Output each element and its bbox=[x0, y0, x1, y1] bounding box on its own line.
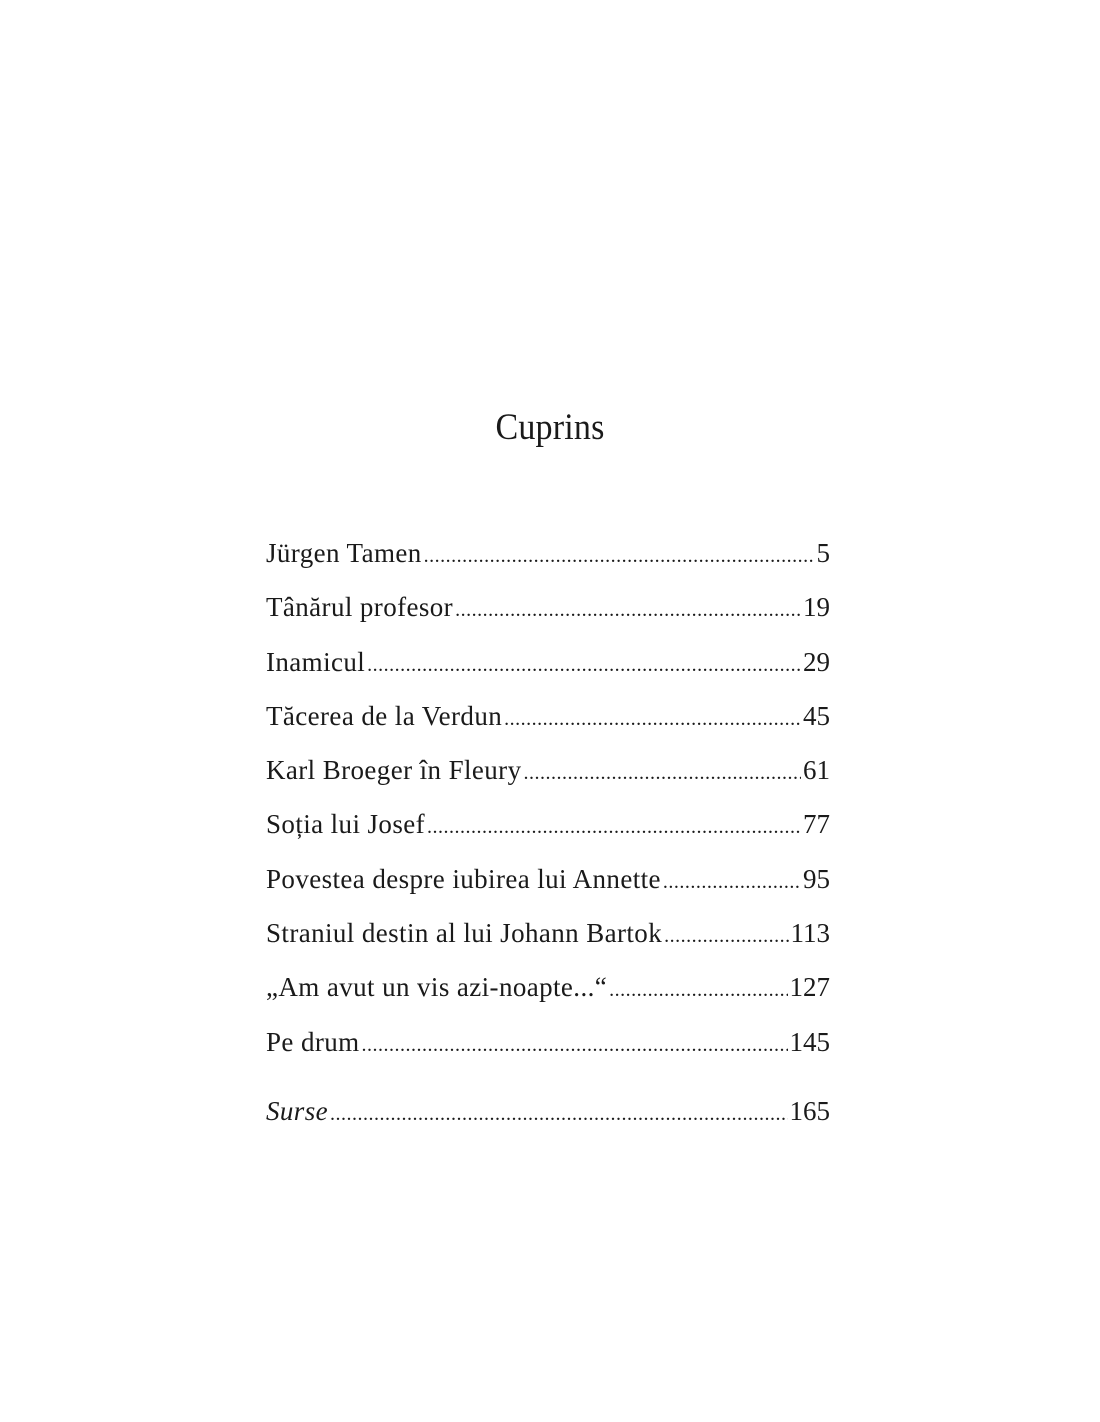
toc-entry bbox=[266, 743, 830, 797]
page-title: Cuprins bbox=[495, 407, 605, 448]
toc-entry-page: 5 bbox=[816, 538, 830, 568]
toc-entry-page: 19 bbox=[803, 592, 830, 623]
toc-entry-page: 165 bbox=[789, 1095, 830, 1126]
toc-entry bbox=[266, 797, 830, 851]
toc-entry-page: 127 bbox=[789, 972, 830, 1003]
toc-entry-title: Karl Broeger în Fleury bbox=[266, 755, 522, 786]
toc-entry-title: Tăcerea de la Verdun bbox=[266, 700, 503, 731]
toc-dot-leader bbox=[504, 692, 801, 746]
toc-dot-leader bbox=[455, 583, 801, 637]
toc-entry-title: Surse bbox=[266, 1095, 328, 1126]
toc-dot-leader bbox=[362, 1018, 788, 1072]
toc-entry-page: 77 bbox=[803, 809, 830, 840]
toc-dot-leader bbox=[424, 529, 815, 583]
toc-entry bbox=[266, 635, 830, 689]
toc-dot-leader bbox=[427, 800, 801, 854]
toc-entry-title: Povestea despre iubirea lui Annette bbox=[266, 863, 661, 894]
toc-entry-page: 61 bbox=[803, 755, 830, 786]
table-of-contents bbox=[266, 526, 830, 1138]
toc-entry bbox=[266, 960, 830, 1014]
toc-entry bbox=[266, 852, 830, 906]
toc-entry-page: 29 bbox=[803, 646, 830, 677]
toc-entry-title: „Am avut un vis azi-noapte...“ bbox=[266, 972, 608, 1003]
toc-entry bbox=[266, 906, 830, 960]
toc-dot-leader bbox=[609, 963, 787, 1017]
toc-entry-page: 113 bbox=[790, 918, 830, 949]
toc-entry-title: Soția lui Josef bbox=[266, 809, 425, 840]
toc-dot-leader bbox=[330, 1087, 788, 1141]
toc-dot-leader bbox=[664, 909, 788, 963]
toc-entry bbox=[266, 689, 830, 743]
toc-entry-sources bbox=[266, 1084, 830, 1138]
toc-entry-page: 95 bbox=[803, 863, 830, 894]
toc-entry-page: 45 bbox=[803, 700, 830, 731]
toc-dot-leader bbox=[367, 638, 801, 692]
toc-entry-page: 145 bbox=[789, 1026, 830, 1057]
toc-entry-title: Pe drum bbox=[266, 1026, 360, 1057]
toc-entry bbox=[266, 1015, 830, 1069]
toc-dot-leader bbox=[663, 855, 801, 909]
toc-dot-leader bbox=[523, 746, 801, 800]
toc-entry-title: Jürgen Tamen bbox=[266, 538, 422, 568]
toc-entry bbox=[266, 580, 830, 634]
toc-entry-title: Tânărul profesor bbox=[266, 592, 454, 623]
toc-entry-title: Straniul destin al lui Johann Bartok bbox=[266, 918, 663, 949]
toc-entry bbox=[266, 526, 830, 580]
toc-entry-title: Inamicul bbox=[266, 646, 366, 677]
